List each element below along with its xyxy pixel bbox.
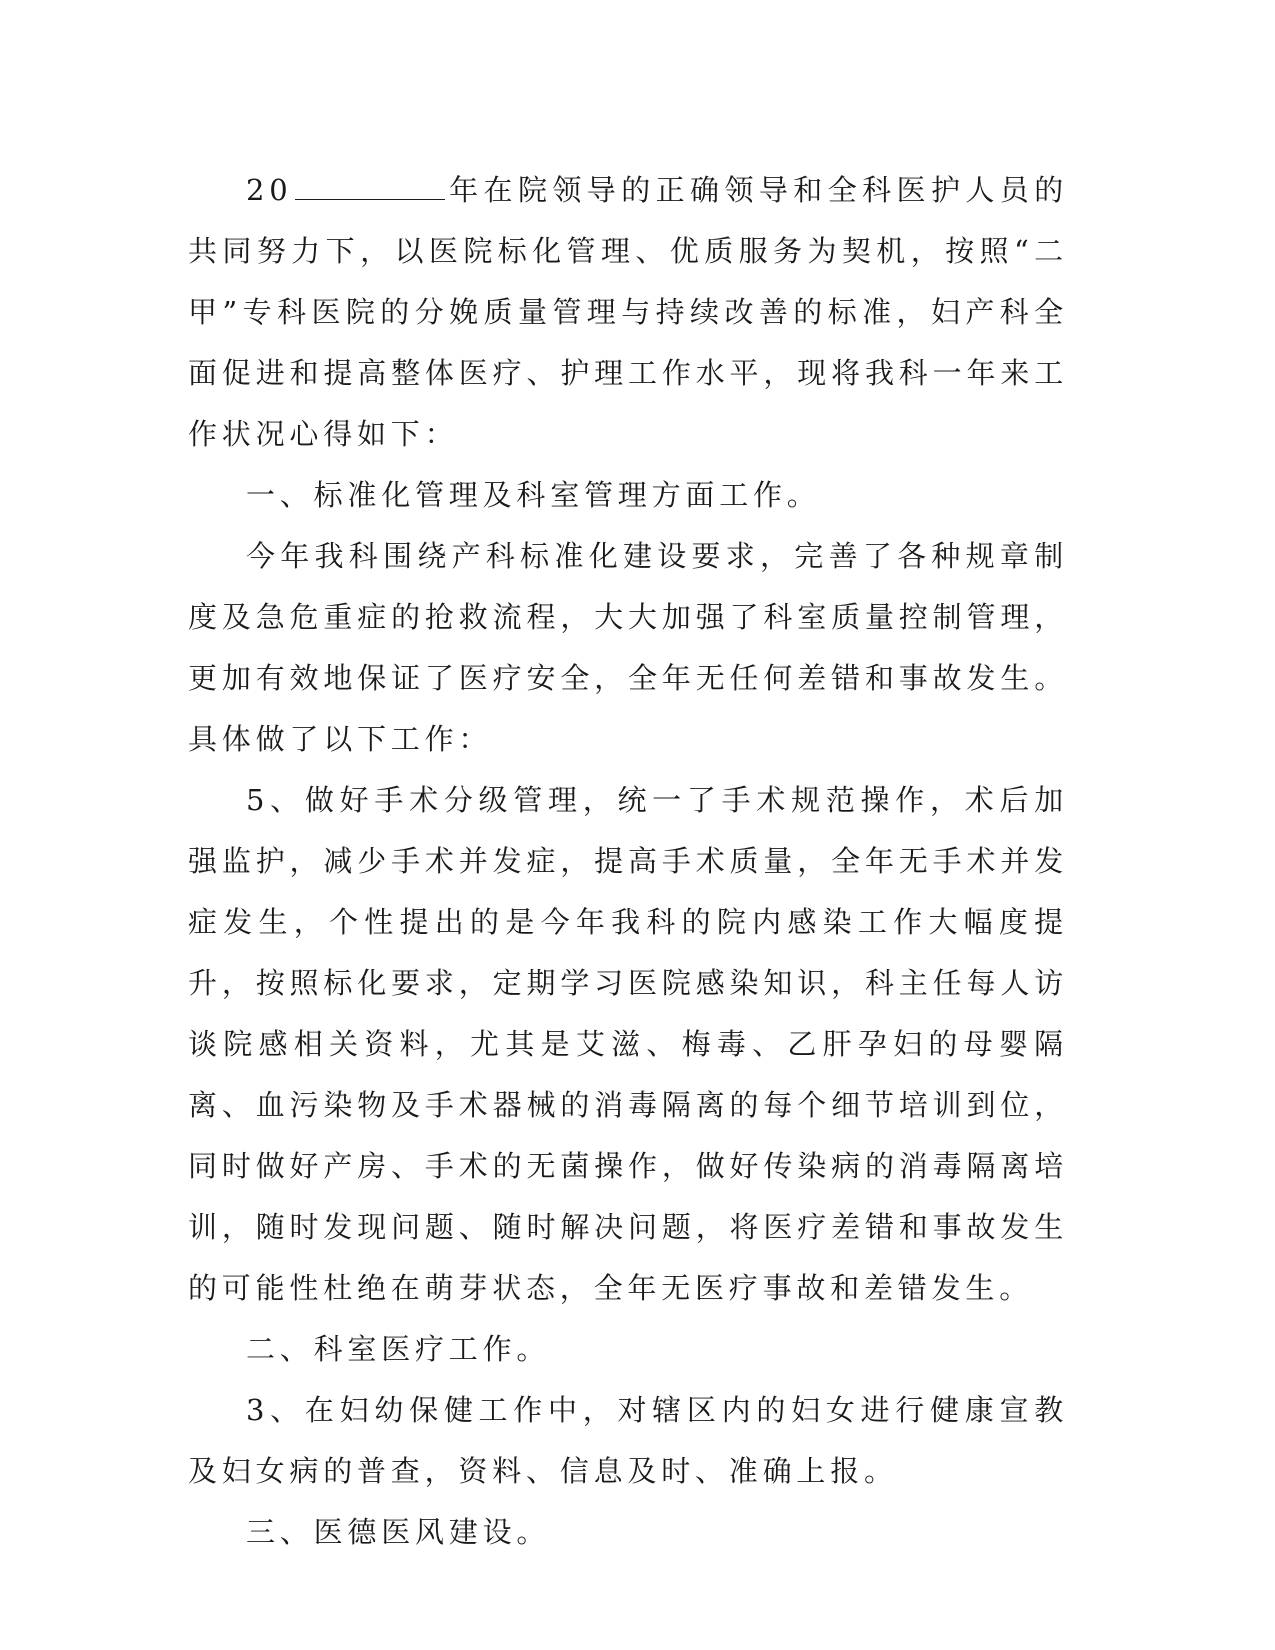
paragraph-intro xyxy=(188,160,1068,465)
heading-section-2: 二、科室医疗工作。 xyxy=(246,1332,551,1366)
paragraph-item-3: 3、在妇幼保健工作中，对辖区内的妇女进行健康宣教及妇女病的普查，资料、信息及时、准确上报。 xyxy=(188,1393,1068,1488)
paragraph-intro-text: 年在院领导的正确领导和全科医护人员的共同努力下，以医院标化管理、优质服务为契机，按照“二甲”专科医院的分娩质量管理与持续改善的标准，妇产科全面促进和提高整体医疗、护理工作水平，现将我科一年来工作状况心得如下： xyxy=(188,173,1068,451)
year-prefix: 20 xyxy=(246,173,293,207)
heading-section-1: 一、标准化管理及科室管理方面工作。 xyxy=(246,478,821,512)
document-body xyxy=(188,160,1068,1563)
heading-section-3: 三、医德医风建设。 xyxy=(246,1515,551,1549)
paragraph-section-1: 今年我科围绕产科标准化建设要求，完善了各种规章制度及急危重症的抢救流程，大大加强了科室质量控制管理，更加有效地保证了医疗安全，全年无任何差错和事故发生。具体做了以下工作： xyxy=(188,539,1068,756)
year-blank-underline xyxy=(295,169,445,200)
paragraph-item-5: 5、做好手术分级管理，统一了手术规范操作，术后加强监护，减少手术并发症，提高手术质量，全年无手术并发症发生，个性提出的是今年我科的院内感染工作大幅度提升，按照标化要求，定期学习医院感染知识，科主任每人访谈院感相关资料，尤其是艾滋、梅毒、乙肝孕妇的母婴隔离、血污染物及手术器械的消毒隔离的每个细节培训到位，同时做好产房、手术的无菌操作，做好传染病的消毒隔离培训，随时发现问题、随时解决问题，将医疗差错和事故发生的可能性杜绝在萌芽状态，全年无医疗事故和差错发生。 xyxy=(188,783,1068,1305)
